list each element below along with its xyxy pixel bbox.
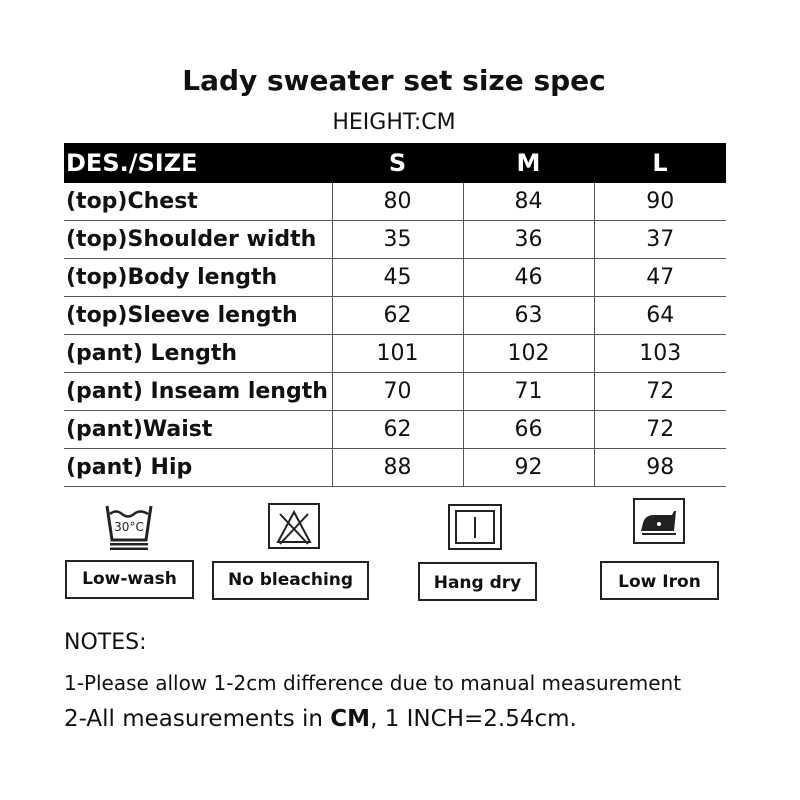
cell-s: 88	[332, 449, 463, 487]
cell-s: 101	[332, 335, 463, 373]
hang-dry-icon	[447, 503, 503, 551]
cell-m: 92	[463, 449, 594, 487]
row-label: (top)Chest	[64, 183, 332, 221]
table-header-row	[64, 143, 726, 183]
hang-dry-label: Hang dry	[418, 562, 537, 601]
cell-s: 62	[332, 411, 463, 449]
cell-m: 71	[463, 373, 594, 411]
cell-s: 80	[332, 183, 463, 221]
cell-m: 63	[463, 297, 594, 335]
note-line-2-prefix: 2-All measurements in	[64, 706, 331, 732]
cell-m: 66	[463, 411, 594, 449]
row-label: (top)Sleeve length	[64, 297, 332, 335]
no-bleach-icon	[267, 502, 321, 550]
note-line-2-suffix: , 1 INCH=2.54cm.	[370, 706, 577, 732]
low-wash-label: Low-wash	[65, 560, 194, 599]
cell-l: 72	[594, 411, 726, 449]
low-iron-label: Low Iron	[600, 561, 719, 600]
note-line-2-unit: CM	[330, 706, 371, 732]
table-row	[64, 183, 726, 221]
row-label: (pant) Hip	[64, 449, 332, 487]
table-row	[64, 449, 726, 487]
cell-l: 64	[594, 297, 726, 335]
table-row	[64, 221, 726, 259]
row-label: (pant) Inseam length	[64, 373, 332, 411]
wash-temp-label: 30°C	[114, 520, 144, 534]
table-row	[64, 411, 726, 449]
row-label: (top)Shoulder width	[64, 221, 332, 259]
cell-s: 62	[332, 297, 463, 335]
cell-m: 84	[463, 183, 594, 221]
low-iron-icon	[632, 497, 686, 545]
cell-l: 72	[594, 373, 726, 411]
unit-subtitle: HEIGHT:CM	[332, 110, 456, 135]
row-label: (top)Body length	[64, 259, 332, 297]
header-des-size: DES./SIZE	[64, 143, 332, 183]
cell-m: 36	[463, 221, 594, 259]
table-row	[64, 335, 726, 373]
cell-s: 45	[332, 259, 463, 297]
cell-l: 103	[594, 335, 726, 373]
cell-l: 47	[594, 259, 726, 297]
table-row	[64, 259, 726, 297]
header-size-m: M	[463, 143, 594, 183]
cell-l: 37	[594, 221, 726, 259]
cell-l: 98	[594, 449, 726, 487]
row-label: (pant) Length	[64, 335, 332, 373]
note-line-2	[64, 706, 577, 732]
note-line-1: 1-Please allow 1-2cm difference due to manual measurement	[64, 671, 682, 695]
cell-l: 90	[594, 183, 726, 221]
cell-m: 46	[463, 259, 594, 297]
wash-30c-icon	[104, 500, 154, 550]
no-bleaching-label: No bleaching	[212, 561, 369, 600]
cell-s: 70	[332, 373, 463, 411]
header-size-l: L	[594, 143, 726, 183]
table-row	[64, 373, 726, 411]
size-spec-table	[64, 143, 726, 487]
page-title: Lady sweater set size spec	[182, 64, 606, 97]
row-label: (pant)Waist	[64, 411, 332, 449]
notes-heading: NOTES:	[64, 630, 147, 655]
table-row	[64, 297, 726, 335]
header-size-s: S	[332, 143, 463, 183]
cell-s: 35	[332, 221, 463, 259]
cell-m: 102	[463, 335, 594, 373]
